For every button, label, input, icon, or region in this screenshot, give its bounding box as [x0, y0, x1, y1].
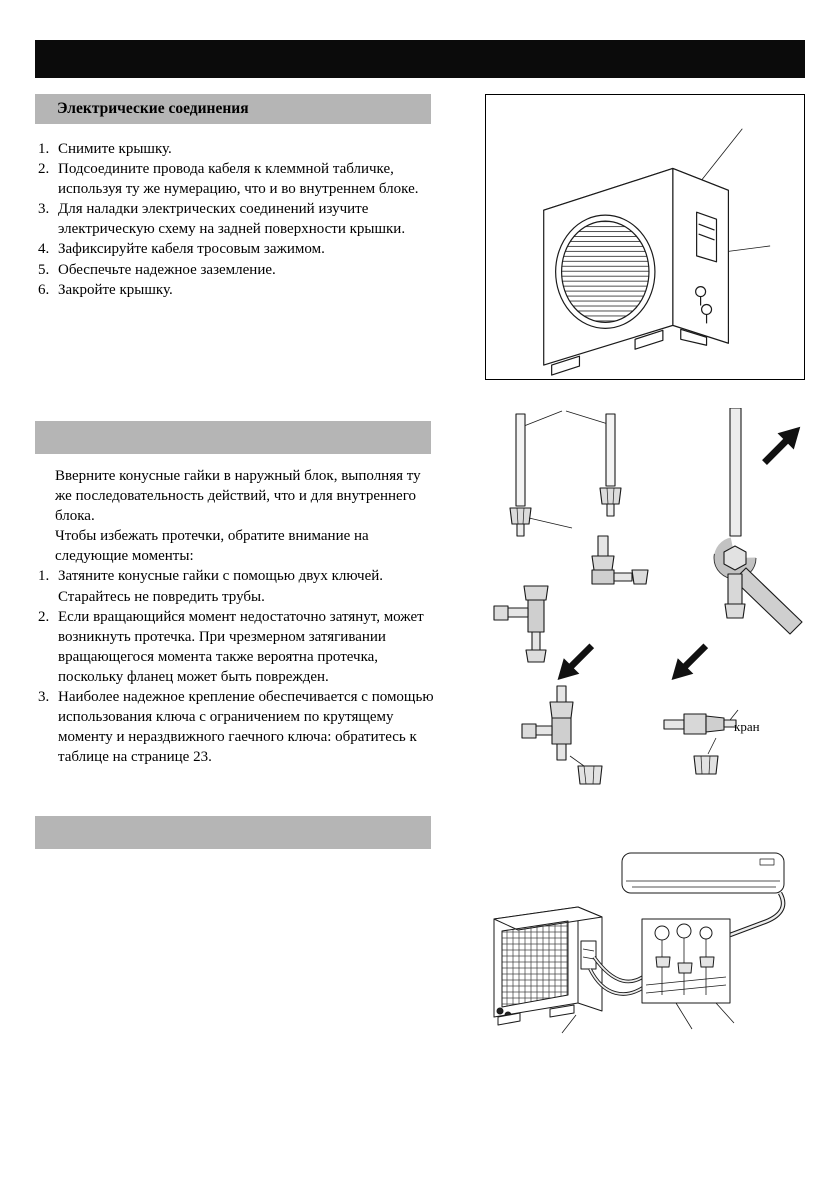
direction-arrow-icon [550, 638, 600, 688]
pipe-with-flare-nut-icon [600, 414, 621, 516]
valve-fitting-icon [592, 536, 648, 584]
list-item [38, 159, 450, 199]
section-title-electrical: Электрические соединения [57, 100, 249, 117]
outdoor-unit-figure [485, 94, 805, 380]
valve-assembly-icon [522, 686, 602, 784]
flare-nut-figure [480, 408, 815, 808]
step-number: 1. [38, 141, 50, 157]
list-item [38, 199, 450, 239]
list-item [38, 139, 450, 159]
pipe-with-flare-nut-icon [510, 414, 572, 536]
wrench-icon [714, 537, 802, 634]
valve-assembly-icon [664, 710, 738, 774]
step-text: Подсоедините провода кабеля к клеммной табличке, используя ту же нумерацию, что и во внутреннем блоке. [58, 161, 419, 198]
list-item [38, 566, 438, 606]
list-item [38, 687, 438, 767]
step-number: 4. [38, 241, 50, 258]
step-text: Если вращающийся момент недостаточно затянут, может возникнуть протечка. При чрезмерном затягивании вращающегося момента также вероятна протечка, поскольку фланец может быть поврежден. [58, 608, 424, 685]
step-text: Закройте крышку. [58, 281, 173, 298]
step-text: Обеспечьте надежное заземление. [58, 261, 276, 278]
list-item [38, 280, 450, 300]
piping-intro-2: Чтобы избежать протечки, обратите внимание на следующие моменты: [55, 528, 369, 565]
service-valve-icon [696, 287, 706, 297]
outdoor-unit-icon [494, 907, 602, 1025]
flare-nut-drawing [480, 408, 815, 808]
piping-instructions [38, 466, 438, 767]
list-item [38, 607, 438, 687]
valve-fitting-icon [494, 586, 548, 662]
step-number: 3. [38, 201, 50, 218]
valve-detail-panel-icon [642, 919, 730, 1003]
step-text: Для наладки электрических соединений изучите электрическую схему на задней поверхности крышки. [58, 201, 406, 238]
electrical-steps-list [38, 139, 450, 300]
pipe-icon [730, 408, 741, 536]
service-valve-icon [702, 305, 712, 315]
step-number: 5. [38, 261, 50, 278]
top-black-bar [35, 40, 805, 78]
step-text: Наиболее надежное крепление обеспечивается с помощью использования ключа с ограничением по крутящему моменту и нераздвижного гаечного ключа: обратитесь к таблице на странице 23. [58, 689, 434, 766]
list-item [38, 239, 450, 259]
step-text: Затяните конусные гайки с помощью двух ключей. Старайтесь не повредить трубы. [58, 568, 384, 605]
fan-grille-icon [562, 221, 649, 322]
system-connection-drawing [480, 845, 810, 1040]
list-item [38, 260, 450, 280]
system-connection-figure [480, 845, 810, 1040]
step-text: Снимите крышку. [58, 141, 172, 157]
direction-arrow-icon [756, 419, 808, 471]
step-number: 2. [38, 161, 50, 178]
valve-label: кран [734, 719, 760, 734]
step-number: 6. [38, 281, 50, 298]
step-number: 1. [38, 568, 50, 585]
direction-arrow-icon [664, 638, 714, 688]
section-header-bottom [35, 816, 431, 849]
step-number: 3. [38, 689, 50, 706]
section-header-electrical [35, 94, 431, 124]
outdoor-unit-drawing [486, 95, 804, 379]
refrigerant-pipe-icon [730, 893, 783, 935]
piping-intro-1: Вверните конусные гайки в наружный блок, выполняя ту же последовательность действий, что и для внутреннего блока. [55, 468, 421, 525]
step-number: 2. [38, 608, 50, 625]
indoor-unit-icon [622, 853, 784, 893]
section-header-piping [35, 421, 431, 454]
step-text: Зафиксируйте кабеля тросовым зажимом. [58, 241, 325, 258]
outdoor-unit-body [544, 129, 770, 375]
